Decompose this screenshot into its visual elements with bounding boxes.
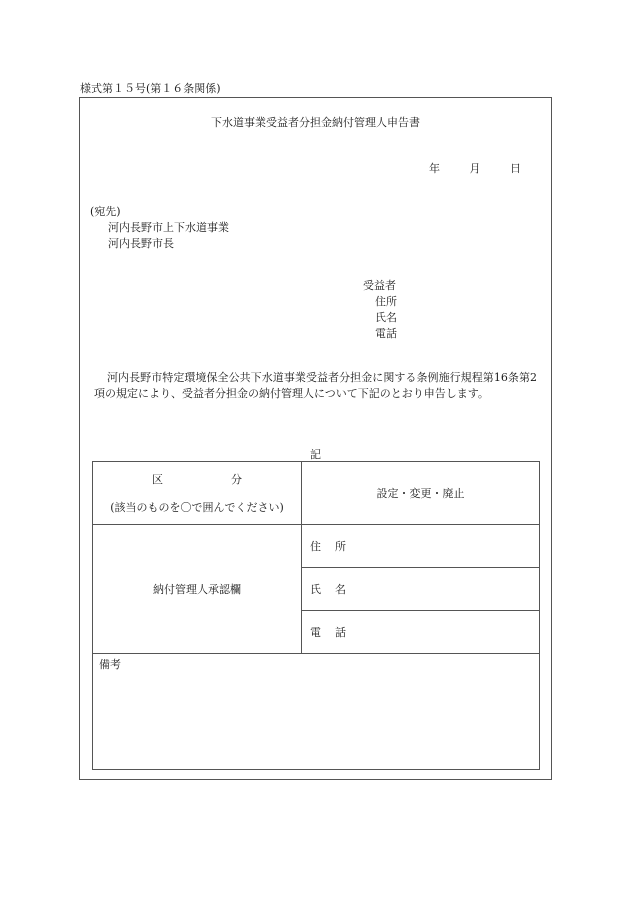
addressee-line-2: 河内長野市長: [108, 237, 174, 250]
category-cell: [93, 462, 302, 525]
form-number-label: 様式第１５号(第１６条関係): [80, 82, 221, 95]
applicant-address-label: 住所: [375, 295, 397, 308]
manager-approval-label: 納付管理人承認欄: [153, 583, 241, 596]
manager-address-field[interactable]: [302, 525, 540, 568]
category-note: (該当のものを〇で囲んでください): [110, 501, 284, 514]
date-line: [429, 160, 521, 176]
date-day: 日: [510, 162, 521, 175]
applicant-name-label: 氏名: [375, 311, 397, 324]
category-char-1: 区: [152, 473, 163, 486]
date-year: 年: [429, 162, 440, 175]
manager-address-char-1: 住: [310, 540, 321, 553]
manager-approval-cell: [93, 525, 302, 654]
ki-heading: 記: [310, 448, 321, 461]
declaration-text: 河内長野市特定環境保全公共下水道事業受益者分担金に関する条例施行規程第16条第2項の規定により、受益者分担金の納付管理人について下記のとおり申告します。: [94, 371, 537, 400]
applicant-block: [363, 278, 397, 342]
category-options-cell[interactable]: [302, 462, 540, 525]
remarks-field[interactable]: [93, 654, 540, 770]
declaration-table: [92, 461, 540, 770]
manager-name-char-1: 氏: [310, 583, 321, 596]
addressee-heading: (宛先): [90, 205, 121, 218]
manager-phone-field[interactable]: [302, 611, 540, 654]
category-options: 設定・変更・廃止: [376, 487, 465, 500]
form-frame: [79, 97, 552, 780]
category-char-2: 分: [231, 473, 242, 486]
manager-phone-char-1: 電: [310, 626, 321, 639]
form-title: 下水道事業受益者分担金納付管理人申告書: [211, 116, 420, 129]
addressee-line-1: 河内長野市上下水道事業: [108, 221, 229, 234]
manager-phone-char-2: 話: [335, 626, 346, 639]
date-month: 月: [469, 162, 481, 175]
remarks-label: 備考: [99, 658, 121, 671]
addressee-block: [90, 204, 229, 252]
manager-name-char-2: 名: [335, 583, 346, 596]
applicant-phone-label: 電話: [375, 327, 397, 340]
manager-name-field[interactable]: [302, 568, 540, 611]
manager-address-char-2: 所: [335, 540, 346, 553]
applicant-heading: 受益者: [363, 279, 396, 292]
